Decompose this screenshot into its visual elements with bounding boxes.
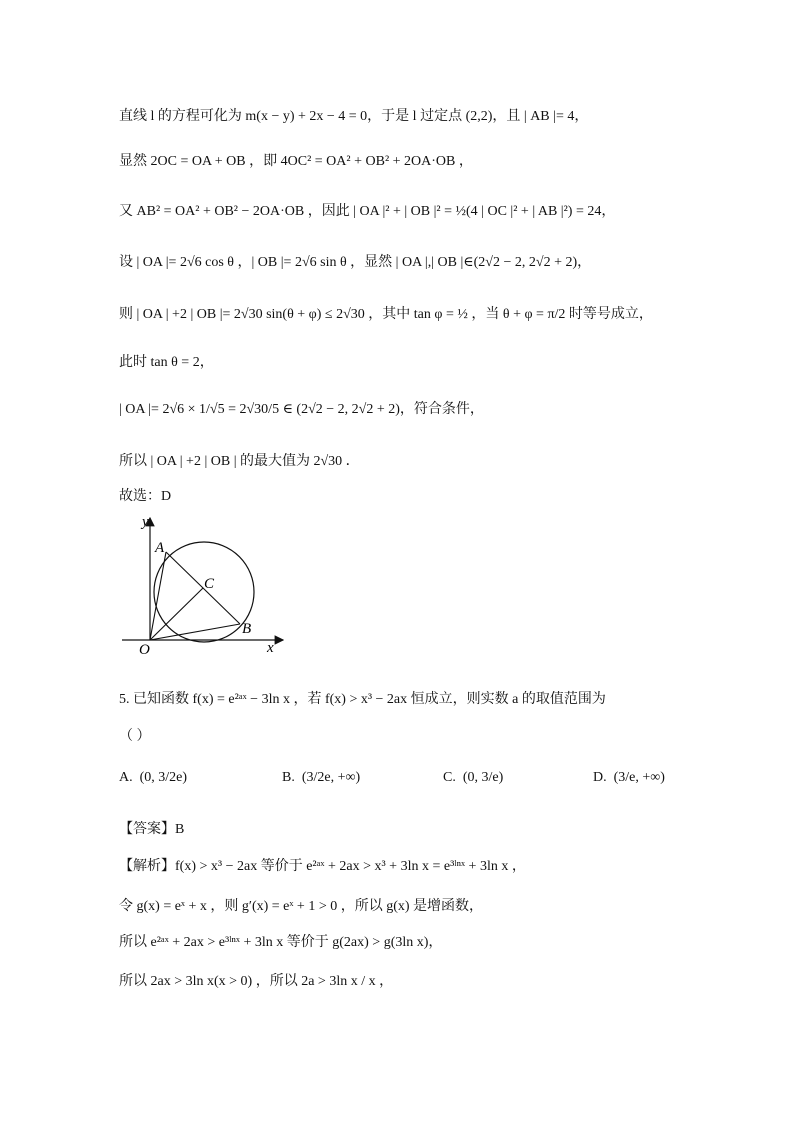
label-O: O [139,642,150,658]
analysis-line-4: 所以 2ax > 3ln x(x > 0) ，所以 2a > 3ln x / x ， [119,974,394,989]
solution-line-6: 此时 tan θ = 2， [119,355,214,370]
geometry-figure [115,510,290,660]
choice-D: D. (3/e, +∞) [593,770,665,785]
solution-line-5: 则 | OA | +2 | OB |= 2√30 sin(θ + φ) ≤ 2√30 ，其中 tan φ = ½ ，当 θ + φ = π/2 时等号成立， [119,307,653,322]
label-y: y [142,514,149,530]
analysis-line-3: 所以 e²ᵃˣ + 2ax > e³ˡⁿˣ + 3ln x 等价于 g(2ax) > g(3ln x)， [119,935,443,950]
answer-choice-line: 故选：D [119,489,172,504]
answer-label: 【答案】B [119,822,185,837]
label-B: B [242,621,252,637]
solution-line-4: 设 | OA |= 2√6 cos θ ，| OB |= 2√6 sin θ ，显然 | OA |,| OB |∈(2√2 − 2, 2√2 + 2)， [119,255,592,270]
choice-C: C. (0, 3/e) [443,770,504,785]
label-A: A [155,540,165,556]
label-x: x [267,640,274,656]
solution-line-1: 直线 l 的方程可化为 m(x − y) + 2x − 4 = 0，于是 l 过定点 (2,2)，且 | AB |= 4， [119,109,589,124]
analysis-line-2: 令 g(x) = eˣ + x ，则 g′(x) = eˣ + 1 > 0 ，所以 g(x) 是增函数， [119,899,484,914]
analysis-line-1: 【解析】f(x) > x³ − 2ax 等价于 e²ᵃˣ + 2ax > x³ + 3ln x = e³ˡⁿˣ + 3ln x ， [119,859,526,874]
question-5-paren: （ ） [119,729,151,744]
solution-line-3: 又 AB² = OA² + OB² − 2OA·OB ，因此 | OA |² + | OB |² = ½(4 | OC |² + | AB |²) = 24， [119,204,616,219]
question-5-stem: 5. 已知函数 f(x) = e²ᵃˣ − 3ln x ，若 f(x) > x³ − 2ax 恒成立，则实数 a 的取值范围为 [119,692,606,707]
solution-line-2: 显然 2OC = OA + OB ，即 4OC² = OA² + OB² + 2OA·OB ， [119,154,473,169]
solution-line-7: | OA |= 2√6 × 1/√5 = 2√30/5 ∈ (2√2 − 2, 2√2 + 2)，符合条件， [119,402,484,417]
choice-B: B. (3/2e, +∞) [282,770,361,785]
label-C: C [204,576,215,592]
circle [154,542,254,642]
solution-line-8: 所以 | OA | +2 | OB | 的最大值为 2√30 ． [119,454,360,469]
choice-A: A. (0, 3/2e) [119,770,188,785]
